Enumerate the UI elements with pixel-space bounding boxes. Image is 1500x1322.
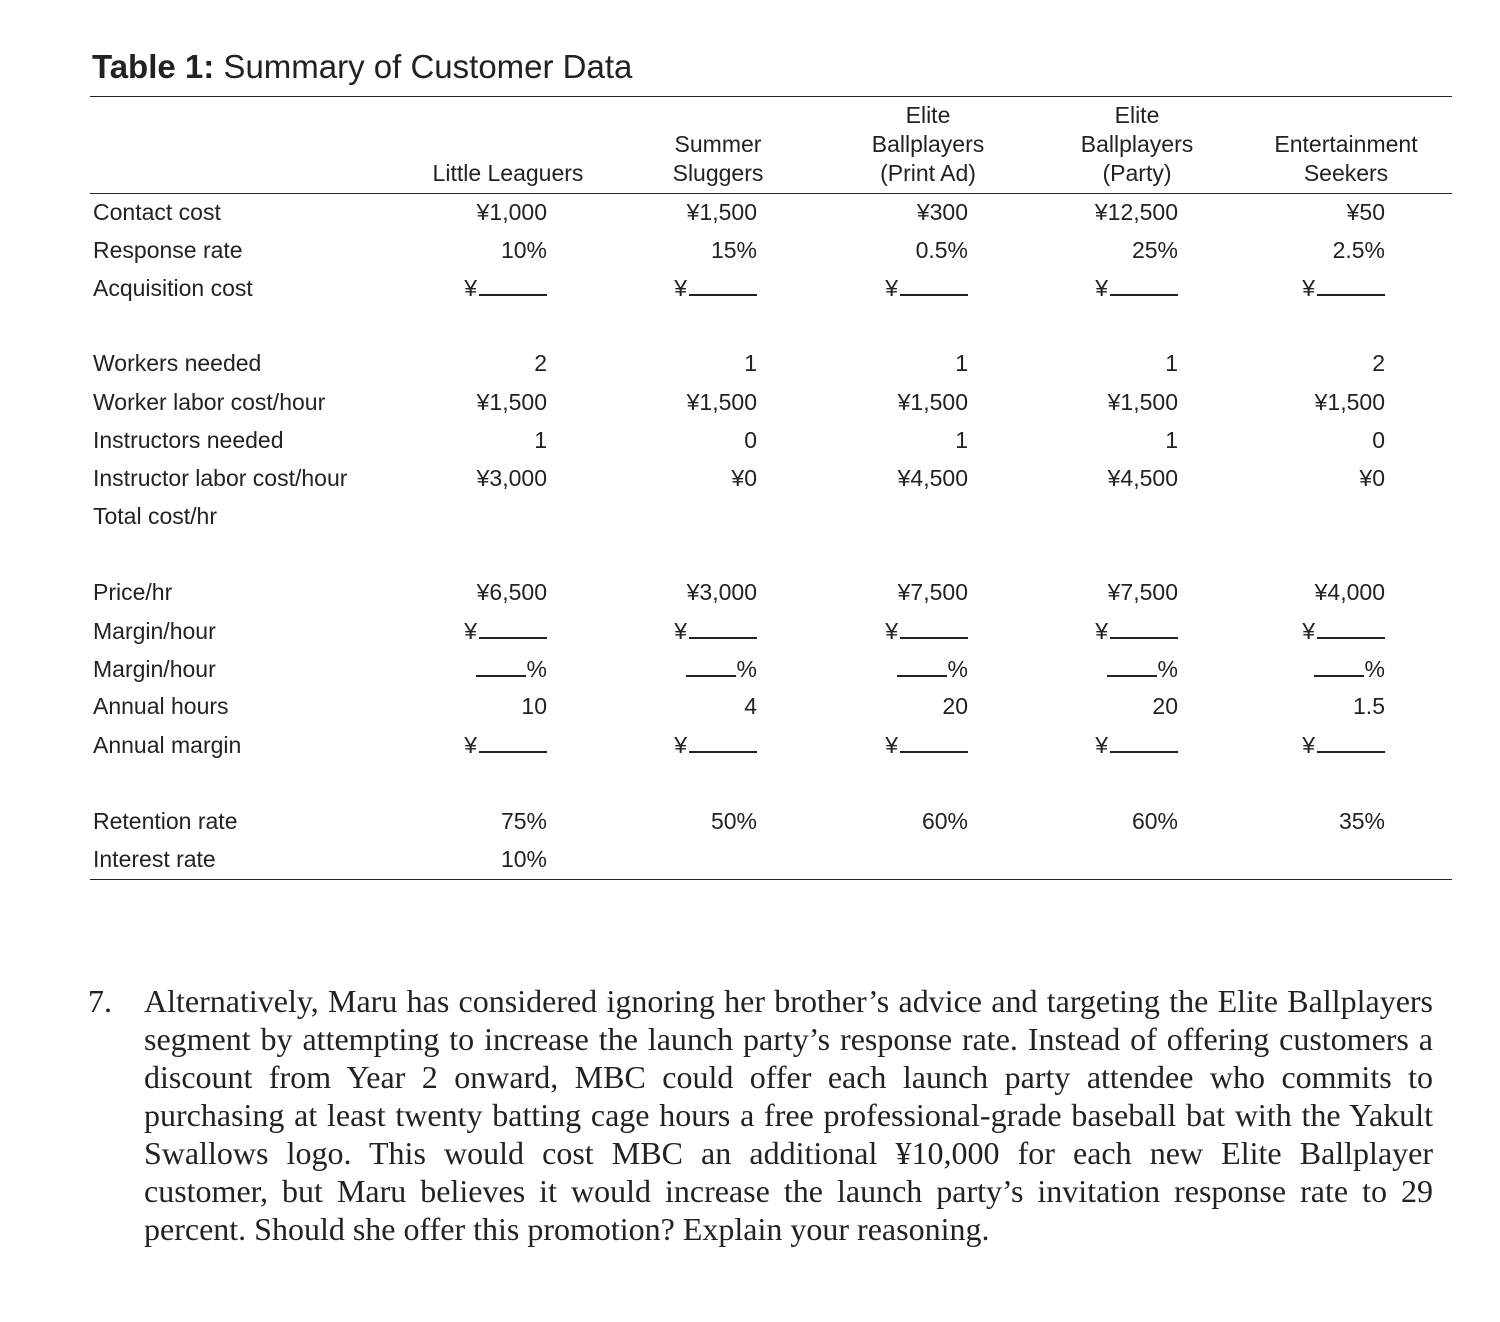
answer-blank-percent[interactable] bbox=[1185, 656, 1385, 683]
answer-blank-yen[interactable] bbox=[978, 275, 1178, 302]
row-label: Response rate bbox=[93, 237, 243, 263]
table-cell: 1 bbox=[955, 350, 968, 376]
table-cell: ¥0 bbox=[1359, 465, 1385, 491]
row-label: Instructor labor cost/hour bbox=[93, 465, 348, 491]
row-label: Margin/hour bbox=[93, 618, 216, 644]
blank-line bbox=[900, 621, 968, 639]
blank-line bbox=[1317, 735, 1385, 753]
row-label: Margin/hour bbox=[93, 656, 216, 682]
column-header-line: Seekers bbox=[1303, 160, 1389, 186]
table-cell: ¥1,500 bbox=[897, 389, 968, 415]
blank-line bbox=[900, 735, 968, 753]
yen-symbol: ¥ bbox=[674, 275, 687, 301]
column-header-line: Entertainment bbox=[1274, 131, 1418, 157]
table-cell: ¥3,000 bbox=[476, 465, 547, 491]
yen-symbol: ¥ bbox=[1095, 732, 1108, 758]
question-7 bbox=[88, 982, 1433, 1248]
blank-line bbox=[479, 621, 547, 639]
table-cell: ¥6,500 bbox=[476, 579, 547, 605]
table-cell: 15% bbox=[710, 237, 757, 263]
table-cell: ¥1,500 bbox=[686, 199, 757, 225]
answer-blank-yen[interactable] bbox=[1185, 732, 1385, 759]
table-title-label: Table 1: bbox=[92, 48, 215, 85]
answer-blank-yen[interactable] bbox=[557, 618, 757, 645]
column-header bbox=[1246, 130, 1446, 188]
answer-blank-yen[interactable] bbox=[347, 618, 547, 645]
yen-symbol: ¥ bbox=[1095, 275, 1108, 301]
yen-symbol: ¥ bbox=[464, 618, 477, 644]
table-cell: 0 bbox=[1372, 427, 1385, 453]
table-cell: 25% bbox=[1131, 237, 1178, 263]
table-cell: 1 bbox=[1165, 427, 1178, 453]
blank-line bbox=[1110, 735, 1178, 753]
table-cell: 1.5 bbox=[1353, 693, 1385, 719]
table-cell: ¥1,500 bbox=[1314, 389, 1385, 415]
table-top-rule bbox=[90, 96, 1452, 97]
row-label: Annual margin bbox=[93, 732, 242, 758]
blank-line bbox=[1317, 278, 1385, 296]
answer-blank-yen[interactable] bbox=[978, 618, 1178, 645]
yen-symbol: ¥ bbox=[885, 732, 898, 758]
row-label: Annual hours bbox=[93, 693, 229, 719]
yen-symbol: ¥ bbox=[464, 732, 477, 758]
yen-symbol: ¥ bbox=[674, 732, 687, 758]
answer-blank-yen[interactable] bbox=[347, 275, 547, 302]
blank-line bbox=[476, 659, 526, 677]
yen-symbol: ¥ bbox=[885, 275, 898, 301]
blank-line bbox=[900, 278, 968, 296]
blank-line bbox=[897, 659, 947, 677]
blank-line bbox=[689, 735, 757, 753]
column-header-line: (Party) bbox=[1102, 160, 1172, 186]
table-cell: ¥1,000 bbox=[476, 199, 547, 225]
column-header-line: Sluggers bbox=[672, 160, 764, 186]
answer-blank-yen[interactable] bbox=[557, 732, 757, 759]
row-label: Workers needed bbox=[93, 350, 262, 376]
yen-symbol: ¥ bbox=[1302, 275, 1315, 301]
blank-line bbox=[1110, 621, 1178, 639]
answer-blank-percent[interactable] bbox=[768, 656, 968, 683]
blank-line bbox=[1314, 659, 1364, 677]
answer-blank-yen[interactable] bbox=[768, 618, 968, 645]
column-header-line: Little Leaguers bbox=[432, 160, 584, 186]
column-header bbox=[828, 101, 1028, 188]
percent-symbol: % bbox=[736, 656, 757, 682]
percent-symbol: % bbox=[1157, 656, 1178, 682]
table-cell: 10 bbox=[521, 693, 547, 719]
table-cell: 0 bbox=[744, 427, 757, 453]
row-label: Acquisition cost bbox=[93, 275, 253, 301]
table-cell: ¥12,500 bbox=[1094, 199, 1178, 225]
column-header bbox=[408, 159, 608, 188]
yen-symbol: ¥ bbox=[464, 275, 477, 301]
blank-line bbox=[1317, 621, 1385, 639]
answer-blank-yen[interactable] bbox=[768, 275, 968, 302]
answer-blank-yen[interactable] bbox=[347, 732, 547, 759]
question-text: Alternatively, Maru has considered ignoring her brother’s advice and targeting the Elite Ballplayers segment by attempting to increase the launch party’s response rate. Instead of offering customers a discount from Year 2 onward, MBC could offer each launch party attendee who commits to purchasing at least twenty batting cage hours a free professional-grade baseball bat with the Yakult Swallows logo. This would cost MBC an additional ¥10,000 for each new Elite Ballplayer customer, but Maru believes it would increase the launch party’s invitation response rate to 29 percent. Should she offer this promotion? Explain your reasoning. bbox=[144, 983, 1433, 1247]
table-cell: ¥7,500 bbox=[1107, 579, 1178, 605]
table-cell: 35% bbox=[1338, 808, 1385, 834]
table-cell: 2.5% bbox=[1332, 237, 1385, 263]
column-header-line: Elite bbox=[1114, 102, 1160, 128]
blank-line bbox=[1110, 278, 1178, 296]
answer-blank-yen[interactable] bbox=[978, 732, 1178, 759]
blank-line bbox=[689, 278, 757, 296]
row-label: Contact cost bbox=[93, 199, 221, 225]
table-cell: 60% bbox=[921, 808, 968, 834]
row-label: Total cost/hr bbox=[93, 503, 217, 529]
table-cell: 0.5% bbox=[915, 237, 968, 263]
table-cell: 60% bbox=[1131, 808, 1178, 834]
table-cell: ¥3,000 bbox=[686, 579, 757, 605]
column-header-line: (Print Ad) bbox=[880, 160, 976, 186]
table-cell: ¥1,500 bbox=[686, 389, 757, 415]
table-cell: 1 bbox=[534, 427, 547, 453]
table-cell: 2 bbox=[534, 350, 547, 376]
column-header-line: Ballplayers bbox=[871, 131, 985, 157]
answer-blank-yen[interactable] bbox=[1185, 275, 1385, 302]
row-label: Worker labor cost/hour bbox=[93, 389, 326, 415]
table-cell: ¥50 bbox=[1346, 199, 1385, 225]
table-cell: ¥1,500 bbox=[1107, 389, 1178, 415]
row-label: Instructors needed bbox=[93, 427, 284, 453]
answer-blank-percent[interactable] bbox=[978, 656, 1178, 683]
table-cell: 1 bbox=[744, 350, 757, 376]
percent-symbol: % bbox=[947, 656, 968, 682]
table-title bbox=[92, 48, 632, 86]
answer-blank-percent[interactable] bbox=[557, 656, 757, 683]
yen-symbol: ¥ bbox=[1302, 732, 1315, 758]
table-cell: 10% bbox=[500, 846, 547, 872]
row-label: Retention rate bbox=[93, 808, 238, 834]
table-cell: 1 bbox=[955, 427, 968, 453]
blank-line bbox=[1107, 659, 1157, 677]
column-header-line: Summer bbox=[674, 131, 762, 157]
yen-symbol: ¥ bbox=[1302, 618, 1315, 644]
percent-symbol: % bbox=[526, 656, 547, 682]
table-cell: 20 bbox=[942, 693, 968, 719]
answer-blank-yen[interactable] bbox=[557, 275, 757, 302]
answer-blank-percent[interactable] bbox=[347, 656, 547, 683]
yen-symbol: ¥ bbox=[885, 618, 898, 644]
table-cell: 50% bbox=[710, 808, 757, 834]
row-label: Price/hr bbox=[93, 579, 173, 605]
answer-blank-yen[interactable] bbox=[1185, 618, 1385, 645]
column-header-line: Ballplayers bbox=[1080, 131, 1194, 157]
table-cell: 10% bbox=[500, 237, 547, 263]
table-cell: 75% bbox=[500, 808, 547, 834]
blank-line bbox=[689, 621, 757, 639]
percent-symbol: % bbox=[1364, 656, 1385, 682]
row-label: Interest rate bbox=[93, 846, 216, 872]
table-cell: 4 bbox=[744, 693, 757, 719]
table-cell: ¥300 bbox=[916, 199, 968, 225]
table-cell: ¥4,500 bbox=[897, 465, 968, 491]
table-title-text: Summary of Customer Data bbox=[214, 48, 633, 85]
table-cell: ¥1,500 bbox=[476, 389, 547, 415]
table-cell: ¥4,000 bbox=[1314, 579, 1385, 605]
column-header bbox=[618, 130, 818, 188]
table-cell: ¥0 bbox=[731, 465, 757, 491]
blank-line bbox=[686, 659, 736, 677]
yen-symbol: ¥ bbox=[1095, 618, 1108, 644]
table-cell: 1 bbox=[1165, 350, 1178, 376]
table-cell: 2 bbox=[1372, 350, 1385, 376]
table-cell: ¥4,500 bbox=[1107, 465, 1178, 491]
question-number: 7. bbox=[88, 983, 112, 1019]
header-rule bbox=[90, 193, 1452, 194]
blank-line bbox=[479, 735, 547, 753]
table-bottom-rule bbox=[90, 879, 1452, 880]
table-cell: ¥7,500 bbox=[897, 579, 968, 605]
column-header-line: Elite bbox=[905, 102, 951, 128]
answer-blank-yen[interactable] bbox=[768, 732, 968, 759]
yen-symbol: ¥ bbox=[674, 618, 687, 644]
blank-line bbox=[479, 278, 547, 296]
column-header bbox=[1037, 101, 1237, 188]
table-cell: 20 bbox=[1152, 693, 1178, 719]
